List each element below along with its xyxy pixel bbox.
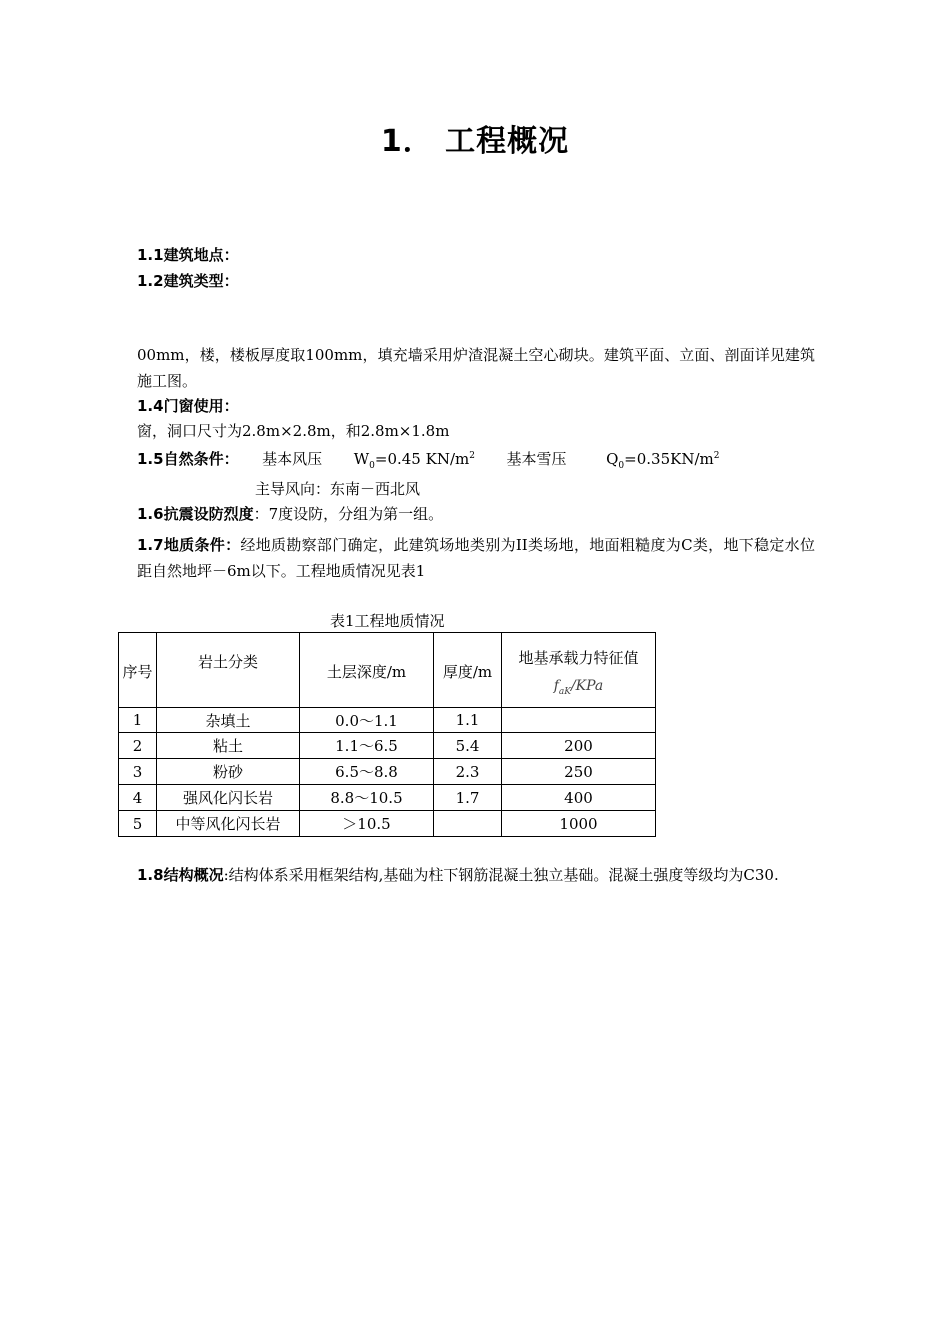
section-1-7-text: 经地质勘察部门确定，此建筑场地类别为II类场地，地面粗糙度为C类，地下稳定水位距自然地坪－6m以下。工程地质情况见表1 [137,536,815,580]
section-1-7-paragraph [137,532,815,584]
snow-pressure-label: 基本雪压 [506,450,567,468]
snow-pressure-value: $Q_0=0.35KN/m^2$ [606,450,720,471]
row-bearing [502,708,656,733]
row-no: 2 [119,733,157,759]
section-1-1-label: 1.1建筑地点： [137,246,239,264]
header-depth: 土层深度/m [300,633,434,708]
section-1-8-paragraph [137,862,815,888]
row-bearing: 200 [502,733,656,759]
table-header-row [119,633,656,708]
table-row [119,785,656,811]
section-1-6-line [137,504,443,524]
row-type: 粘土 [157,733,300,759]
row-type: 中等风化闪长岩 [157,811,300,837]
table-row [119,759,656,785]
section-1-6-label: 1.6抗震设防烈度 [137,505,254,523]
row-depth: ＞10.5 [300,811,434,837]
section-1-4-label: 1.4门窗使用： [137,397,239,415]
row-depth: 8.8～10.5 [300,785,434,811]
row-depth: 6.5～8.8 [300,759,434,785]
header-bearing [502,633,656,708]
section-1-4-text: 窗，洞口尺寸为2.8m×2.8m，和2.8m×1.8m [137,422,450,440]
row-thickness: 5.4 [434,733,502,759]
table-caption: 表1工程地质情况 [330,612,445,630]
section-1-5-label: 1.5自然条件： [137,450,239,468]
row-bearing: 400 [502,785,656,811]
table-row [119,811,656,837]
row-no: 1 [119,708,157,733]
row-type: 强风化闪长岩 [157,785,300,811]
wind-pressure-label: 基本风压 [262,450,323,468]
row-bearing: 1000 [502,811,656,837]
header-bearing-unit: $f_{aK}$/KPa [553,678,604,697]
row-type: 杂填土 [157,708,300,733]
section-1-8-label: 1.8结构概况 [137,866,224,884]
wind-direction: 主导风向：东南－西北风 [255,480,421,498]
table-row [119,733,656,759]
row-no: 5 [119,811,157,837]
header-no: 序号 [119,633,157,708]
wind-pressure-value: $W_0=0.45$ $KN/m^2$ [353,450,475,471]
row-depth: 0.0～1.1 [300,708,434,733]
section-1-7-label: 1.7地质条件： [137,536,241,554]
section-1-3-paragraph: 00mm，楼，楼板厚度取100mm，填充墙采用炉渣混凝土空心砌块。建筑平面、立面、剖面详见建筑施工图。 [137,346,815,390]
page-title: 1． 工程概况 [380,124,570,159]
row-thickness: 1.1 [434,708,502,733]
table-row [119,708,656,733]
row-thickness [434,811,502,837]
section-1-8-text: :结构体系采用框架结构,基础为柱下钢筋混凝土独立基础。混凝土强度等级均为C30. [223,866,779,884]
row-no: 3 [119,759,157,785]
row-thickness: 2.3 [434,759,502,785]
row-thickness: 1.7 [434,785,502,811]
row-depth: 1.1～6.5 [300,733,434,759]
section-1-6-text: ：7度设防，分组为第一组。 [253,505,444,523]
geology-table [118,632,656,837]
header-bearing-label: 地基承载力特征值 [518,649,639,668]
row-bearing: 250 [502,759,656,785]
row-type: 粉砂 [157,759,300,785]
header-thickness: 厚度/m [434,633,502,708]
row-no: 4 [119,785,157,811]
section-1-2-label: 1.2建筑类型： [137,272,239,290]
section-1-5-line [137,446,719,476]
header-type: 岩土分类 [157,633,300,708]
